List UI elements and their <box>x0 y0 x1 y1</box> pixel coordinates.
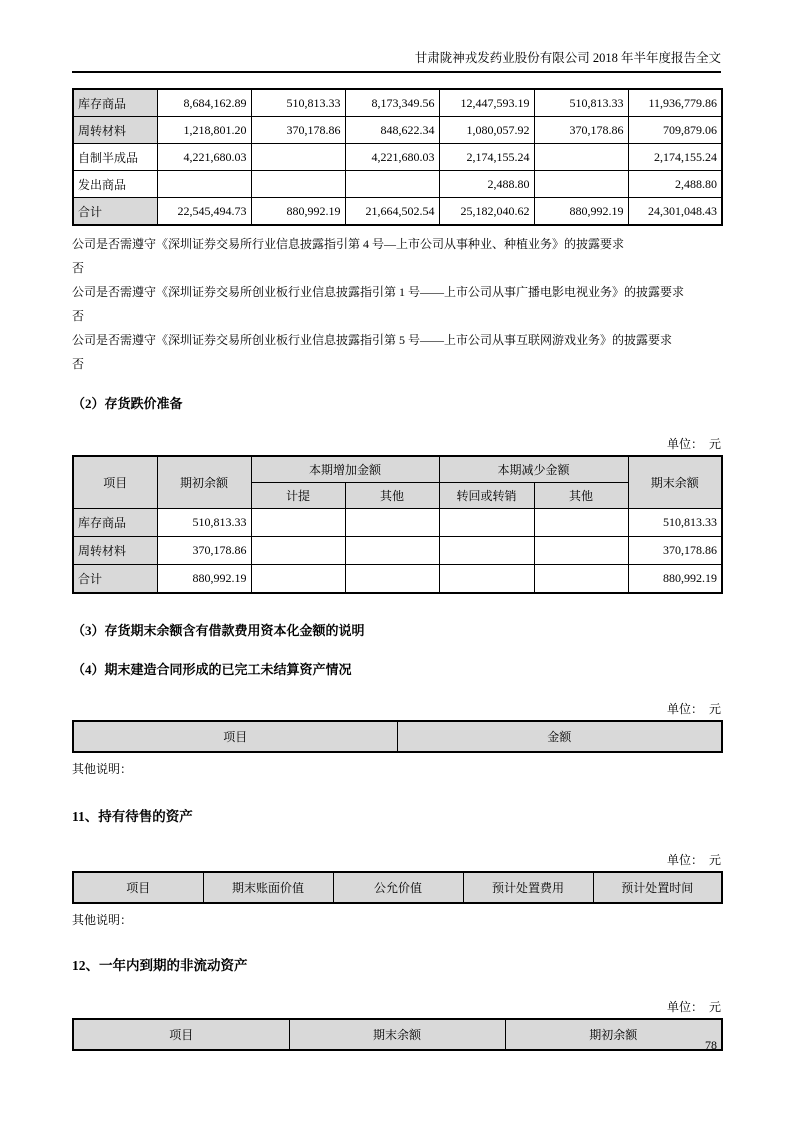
table-row <box>73 89 722 117</box>
cell-value: 25,182,040.62 <box>439 198 534 226</box>
cell-reversal <box>439 565 534 594</box>
cell-value: 370,178.86 <box>251 117 345 144</box>
col-header-amount: 金额 <box>397 721 722 752</box>
disclosure-answer-3: 否 <box>72 357 85 371</box>
col-header-decrease-group: 本期减少金额 <box>439 456 628 483</box>
col-header-opening-balance: 期初余额 <box>505 1019 722 1050</box>
cell-other-increase <box>345 565 439 594</box>
disclosure-question-2: 公司是否需遵守《深圳证券交易所创业板行业信息披露指引第 1 号——上市公司从事广播电影电视业务》的披露要求 <box>72 285 685 299</box>
cell-value <box>251 171 345 198</box>
cell-value: 4,221,680.03 <box>157 144 251 171</box>
cell-value: 848,622.34 <box>345 117 439 144</box>
col-header-provision: 计提 <box>251 483 345 509</box>
disclosure-question-1: 公司是否需遵守《深圳证券交易所行业信息披露指引第 4 号—上市公司从事种业、种植业务》的披露要求 <box>72 237 625 251</box>
cell-reversal <box>439 509 534 537</box>
cell-value: 4,221,680.03 <box>345 144 439 171</box>
held-for-sale-assets-table <box>72 871 723 904</box>
other-note-label: 其他说明： <box>72 913 133 927</box>
table-row <box>73 509 722 537</box>
row-label: 自制半成品 <box>73 144 157 171</box>
table-header-row <box>73 721 722 752</box>
row-label: 发出商品 <box>73 171 157 198</box>
cell-value: 2,488.80 <box>439 171 534 198</box>
unit-label: 单位： 元 <box>666 853 721 867</box>
cell-other-decrease <box>534 537 628 565</box>
col-header-other-decrease: 其他 <box>534 483 628 509</box>
row-label: 合计 <box>73 198 157 226</box>
disclosure-requirements <box>72 232 721 376</box>
row-label: 库存商品 <box>73 509 157 537</box>
other-note-label: 其他说明： <box>72 762 133 776</box>
cell-opening: 370,178.86 <box>157 537 251 565</box>
disclosure-answer-2: 否 <box>72 309 85 323</box>
cell-value: 1,218,801.20 <box>157 117 251 144</box>
cell-value: 11,936,779.86 <box>628 89 722 117</box>
noncurrent-assets-due-table <box>72 1018 723 1051</box>
cell-value <box>534 144 628 171</box>
table-row <box>73 171 722 198</box>
table-header-row <box>73 456 722 483</box>
col-header-closing-book-value: 期末账面价值 <box>203 872 333 903</box>
col-header-fair-value: 公允价值 <box>333 872 463 903</box>
col-header-opening: 期初余额 <box>157 456 251 509</box>
cell-value: 8,173,349.56 <box>345 89 439 117</box>
disclosure-answer-1: 否 <box>72 261 85 275</box>
cell-value: 510,813.33 <box>534 89 628 117</box>
section-heading-noncurrent-due: 12、一年内到期的非流动资产 <box>72 958 248 973</box>
col-header-item: 项目 <box>73 456 157 509</box>
cell-value <box>157 171 251 198</box>
col-header-estimated-disposal-cost: 预计处置费用 <box>463 872 593 903</box>
col-header-estimated-disposal-time: 预计处置时间 <box>593 872 722 903</box>
inventory-provision-table <box>72 455 723 594</box>
col-header-reversal: 转回或转销 <box>439 483 534 509</box>
page-header-title: 甘肃陇神戎发药业股份有限公司 2018 年半年度报告全文 <box>72 0 721 73</box>
cell-value: 2,488.80 <box>628 171 722 198</box>
cell-value: 2,174,155.24 <box>439 144 534 171</box>
unit-label: 单位： 元 <box>666 1000 721 1014</box>
cell-closing: 880,992.19 <box>628 565 722 594</box>
page-number: 78 <box>705 1038 717 1052</box>
col-header-closing: 期末余额 <box>628 456 722 509</box>
table-row <box>73 117 722 144</box>
unit-label: 单位： 元 <box>666 437 721 451</box>
cell-value <box>534 171 628 198</box>
col-header-item: 项目 <box>73 721 397 752</box>
cell-value: 12,447,593.19 <box>439 89 534 117</box>
cell-value: 880,992.19 <box>251 198 345 226</box>
cell-value: 2,174,155.24 <box>628 144 722 171</box>
unit-label: 单位： 元 <box>666 702 721 716</box>
section-heading-completed-unsettled: （4）期末建造合同形成的已完工未结算资产情况 <box>72 662 352 677</box>
cell-other-increase <box>345 537 439 565</box>
table-row-total <box>73 565 722 594</box>
col-header-increase-group: 本期增加金额 <box>251 456 439 483</box>
cell-other-increase <box>345 509 439 537</box>
cell-value: 709,879.06 <box>628 117 722 144</box>
col-header-item: 项目 <box>73 872 203 903</box>
cell-value: 8,684,162.89 <box>157 89 251 117</box>
inventory-detail-table <box>72 88 723 226</box>
cell-provision <box>251 537 345 565</box>
table-row-total <box>73 198 722 226</box>
cell-value <box>345 171 439 198</box>
col-header-closing-balance: 期末余额 <box>289 1019 505 1050</box>
table-header-row <box>73 1019 722 1050</box>
table-row <box>73 144 722 171</box>
table-header-row <box>73 872 722 903</box>
cell-value <box>251 144 345 171</box>
cell-value: 370,178.86 <box>534 117 628 144</box>
section-heading-capitalized-borrowing: （3）存货期末余额含有借款费用资本化金额的说明 <box>72 623 365 638</box>
cell-opening: 510,813.33 <box>157 509 251 537</box>
cell-closing: 370,178.86 <box>628 537 722 565</box>
row-label: 周转材料 <box>73 537 157 565</box>
cell-value: 24,301,048.43 <box>628 198 722 226</box>
cell-value: 1,080,057.92 <box>439 117 534 144</box>
cell-closing: 510,813.33 <box>628 509 722 537</box>
section-heading-held-for-sale: 11、持有待售的资产 <box>72 809 193 824</box>
cell-reversal <box>439 537 534 565</box>
cell-other-decrease <box>534 565 628 594</box>
cell-provision <box>251 565 345 594</box>
cell-value: 880,992.19 <box>534 198 628 226</box>
cell-value: 21,664,502.54 <box>345 198 439 226</box>
cell-opening: 880,992.19 <box>157 565 251 594</box>
disclosure-question-3: 公司是否需遵守《深圳证券交易所创业板行业信息披露指引第 5 号——上市公司从事互联网游戏业务》的披露要求 <box>72 333 673 347</box>
row-label: 合计 <box>73 565 157 594</box>
row-label: 周转材料 <box>73 117 157 144</box>
completed-unsettled-assets-table <box>72 720 723 753</box>
cell-other-decrease <box>534 509 628 537</box>
cell-value: 510,813.33 <box>251 89 345 117</box>
col-header-other-increase: 其他 <box>345 483 439 509</box>
row-label: 库存商品 <box>73 89 157 117</box>
section-heading-inventory-provision: （2）存货跌价准备 <box>72 396 183 411</box>
cell-provision <box>251 509 345 537</box>
cell-value: 22,545,494.73 <box>157 198 251 226</box>
table-row <box>73 537 722 565</box>
col-header-item: 项目 <box>73 1019 289 1050</box>
